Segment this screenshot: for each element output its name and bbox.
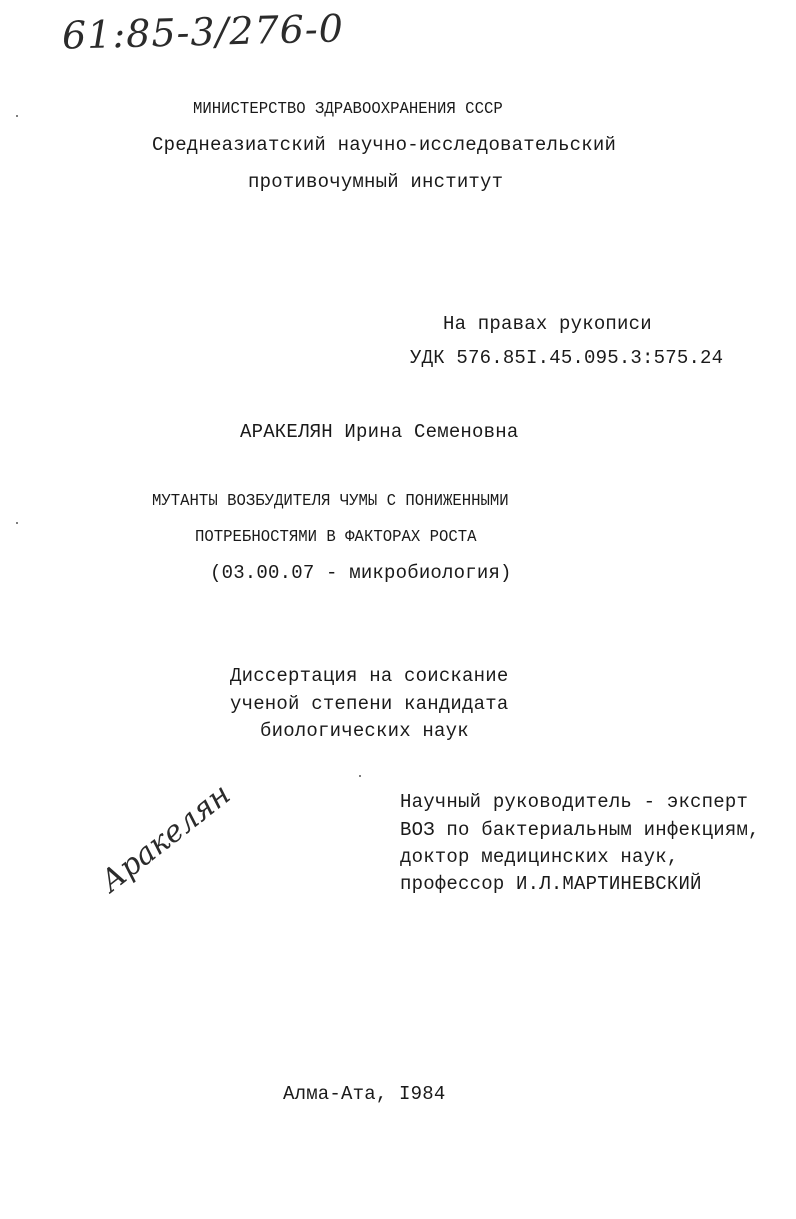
dissertation-purpose-line2: ученой степени кандидата [230, 693, 509, 715]
supervisor-line4: профессор И.Л.МАРТИНЕВСКИЙ [400, 873, 702, 895]
place-and-year: Алма-Ата, I984 [283, 1083, 446, 1105]
udk-code: УДК 576.85I.45.095.3:575.24 [410, 347, 724, 369]
dissertation-purpose-line1: Диссертация на соискание [230, 665, 509, 687]
dissertation-purpose-line3: биологических наук [260, 720, 469, 742]
supervisor-line3: доктор медицинских наук, [400, 846, 679, 868]
specialty-code: (03.00.07 - микробиология) [210, 562, 512, 584]
manuscript-rights-note: На правах рукописи [443, 313, 652, 335]
ministry-heading: МИНИСТЕРСТВО ЗДРАВООХРАНЕНИЯ СССР [193, 100, 503, 119]
institute-name-line2: противочумный институт [248, 171, 504, 193]
archive-code-handwritten: 61:85-3/276-0 [61, 6, 345, 58]
institute-name-line1: Среднеазиатский научно-исследовательский [152, 134, 617, 156]
stray-dot [359, 775, 361, 777]
supervisor-line1: Научный руководитель - эксперт [400, 791, 749, 813]
margin-dot [16, 115, 18, 117]
supervisor-line2: ВОЗ по бактериальным инфекциям, [400, 819, 760, 841]
handwritten-signature: Аракелян [94, 776, 238, 900]
margin-dot [16, 522, 18, 524]
thesis-title-line2: ПОТРЕБНОСТЯМИ В ФАКТОРАХ РОСТА [195, 528, 477, 547]
thesis-title-line1: МУТАНТЫ ВОЗБУДИТЕЛЯ ЧУМЫ С ПОНИЖЕННЫМИ [152, 492, 509, 511]
author-name: АРАКЕЛЯН Ирина Семеновна [240, 421, 519, 443]
